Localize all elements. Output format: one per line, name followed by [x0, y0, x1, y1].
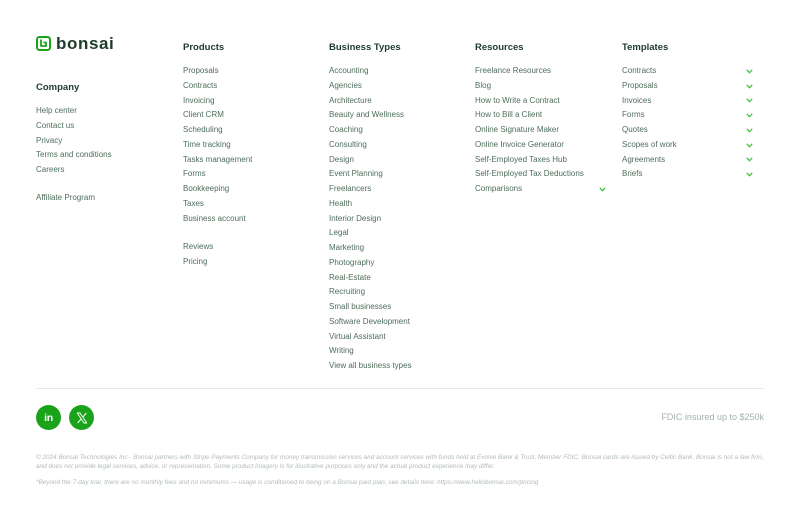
business-type-link[interactable]: Virtual Assistant [329, 331, 386, 341]
business-type-link[interactable]: Real-Estate [329, 272, 371, 282]
company-link-affiliate-program[interactable]: Affiliate Program [36, 193, 95, 203]
chevron-down-icon[interactable] [744, 123, 754, 138]
resources-links [475, 64, 610, 197]
business-type-link[interactable]: Coaching [329, 125, 363, 134]
company-link-contact-us[interactable]: Contact us [36, 120, 75, 130]
products-links [183, 64, 252, 269]
chevron-down-icon[interactable] [744, 153, 754, 168]
products-link[interactable]: Tasks management [183, 154, 253, 164]
template-label: Scopes of work [622, 139, 677, 149]
chevron-down-icon[interactable] [744, 64, 754, 79]
business-type-link[interactable]: Accounting [329, 66, 369, 75]
footer-divider [36, 388, 764, 389]
fdic-notice: FDIC insured up to $250k [661, 412, 764, 422]
template-dropdown[interactable] [622, 64, 757, 79]
template-label: Quotes [622, 125, 648, 134]
chevron-down-icon[interactable] [744, 94, 754, 109]
business-type-link[interactable]: Architecture [329, 95, 372, 105]
templates-column [622, 42, 757, 182]
template-label: Agreements [622, 154, 666, 164]
template-dropdown[interactable] [622, 123, 757, 138]
business-type-link[interactable]: Health [329, 198, 353, 208]
business-type-link[interactable]: Design [329, 154, 354, 164]
view-all-business-types-link[interactable]: View all business types [329, 361, 412, 370]
business-type-link[interactable]: Freelancers [329, 184, 372, 193]
bonsai-logo-icon [36, 36, 51, 51]
x-twitter-button[interactable] [69, 405, 94, 430]
templates-heading: Templates [622, 42, 669, 53]
business-type-link[interactable]: Writing [329, 346, 354, 356]
products-link[interactable]: Business account [183, 213, 246, 223]
resource-link[interactable]: Freelance Resources [475, 66, 552, 75]
company-links [36, 104, 112, 206]
products-link-reviews[interactable]: Reviews [183, 241, 214, 251]
chevron-down-icon[interactable] [597, 182, 607, 197]
products-link[interactable]: Proposals [183, 66, 219, 75]
business-type-link[interactable]: Agencies [329, 80, 362, 90]
business-type-link[interactable]: Photography [329, 257, 375, 267]
template-dropdown[interactable] [622, 108, 757, 123]
template-dropdown[interactable] [622, 94, 757, 109]
products-column [183, 42, 252, 269]
template-dropdown[interactable] [622, 153, 757, 168]
template-label: Contracts [622, 66, 657, 75]
resource-link[interactable]: Self-Employed Taxes Hub [475, 154, 567, 164]
business-type-link[interactable]: Legal [329, 228, 349, 238]
comparisons-dropdown[interactable] [475, 182, 610, 197]
business-type-link[interactable]: Small businesses [329, 302, 392, 311]
business-types-links [329, 64, 412, 374]
chevron-down-icon[interactable] [744, 79, 754, 94]
resource-link[interactable]: Online Invoice Generator [475, 139, 564, 149]
company-heading: Company [36, 82, 80, 93]
resource-link[interactable]: How to Bill a Client [475, 110, 543, 120]
company-link-terms[interactable]: Terms and conditions [36, 150, 112, 160]
business-type-link[interactable]: Beauty and Wellness [329, 110, 405, 120]
business-type-link[interactable]: Event Planning [329, 169, 383, 179]
linkedin-icon: in [44, 411, 53, 424]
resource-link[interactable]: Self-Employed Tax Deductions [475, 169, 584, 179]
resources-heading: Resources [475, 42, 524, 53]
templates-links [622, 64, 757, 182]
company-link-careers[interactable]: Careers [36, 165, 65, 174]
company-link-help-center[interactable]: Help center [36, 106, 77, 115]
pricing-disclaimer: *Beyond the 7-day trial, there are no monthly fees and no minimums — usage is conditioned to being on a Bonsai paid plan, see details here: https://www.hellobonsai.com/pricing [36, 479, 539, 486]
resource-link[interactable]: Online Signature Maker [475, 125, 560, 134]
legal-disclaimer: © 2024 Bonsai Technologies Inc - Bonsai partners with Stripe Payments Company for money transmission services and account services with funds held at Evolve Bank & Trust, Member FDIC. Bonsai cards are issued by Celtic Bank. Bonsai is not a law firm, and does not provide legal services, advice, or representation. Some product imagery is for illustrative purposes only and the actual product experience may differ. [36, 454, 764, 470]
business-type-link[interactable]: Recruiting [329, 287, 366, 297]
resources-column [475, 42, 610, 197]
company-column [36, 82, 112, 206]
logo-wordmark: bonsai [56, 34, 115, 53]
company-link-privacy[interactable]: Privacy [36, 135, 63, 145]
business-type-link[interactable]: Software Development [329, 316, 410, 326]
chevron-down-icon[interactable] [744, 167, 754, 182]
products-link[interactable]: Forms [183, 169, 206, 179]
bonsai-logo[interactable] [36, 36, 114, 51]
products-link[interactable]: Bookkeeping [183, 184, 230, 193]
template-label: Proposals [622, 80, 658, 90]
resource-link[interactable]: Blog [475, 80, 492, 90]
social-links [36, 405, 94, 430]
resource-link[interactable]: How to Write a Contract [475, 95, 560, 105]
template-label: Forms [622, 110, 645, 120]
template-label: Briefs [622, 169, 643, 179]
products-link[interactable]: Contracts [183, 80, 218, 90]
template-dropdown[interactable] [622, 79, 757, 94]
template-dropdown[interactable] [622, 138, 757, 153]
linkedin-button[interactable] [36, 405, 61, 430]
template-label: Invoices [622, 95, 652, 105]
products-heading: Products [183, 42, 225, 53]
business-type-link[interactable]: Interior Design [329, 213, 382, 223]
chevron-down-icon[interactable] [744, 108, 754, 123]
products-link[interactable]: Scheduling [183, 125, 223, 134]
products-link[interactable]: Invoicing [183, 95, 215, 105]
products-link[interactable]: Taxes [183, 198, 204, 208]
x-icon [76, 412, 88, 424]
business-type-link[interactable]: Marketing [329, 243, 365, 252]
template-dropdown[interactable] [622, 167, 757, 182]
products-link-pricing[interactable]: Pricing [183, 256, 208, 266]
products-link[interactable]: Client CRM [183, 110, 224, 120]
chevron-down-icon[interactable] [744, 138, 754, 153]
comparisons-label: Comparisons [475, 184, 523, 193]
business-types-heading: Business Types [329, 42, 401, 53]
products-link[interactable]: Time tracking [183, 139, 231, 149]
business-types-column [329, 42, 412, 374]
business-type-link[interactable]: Consulting [329, 139, 367, 149]
